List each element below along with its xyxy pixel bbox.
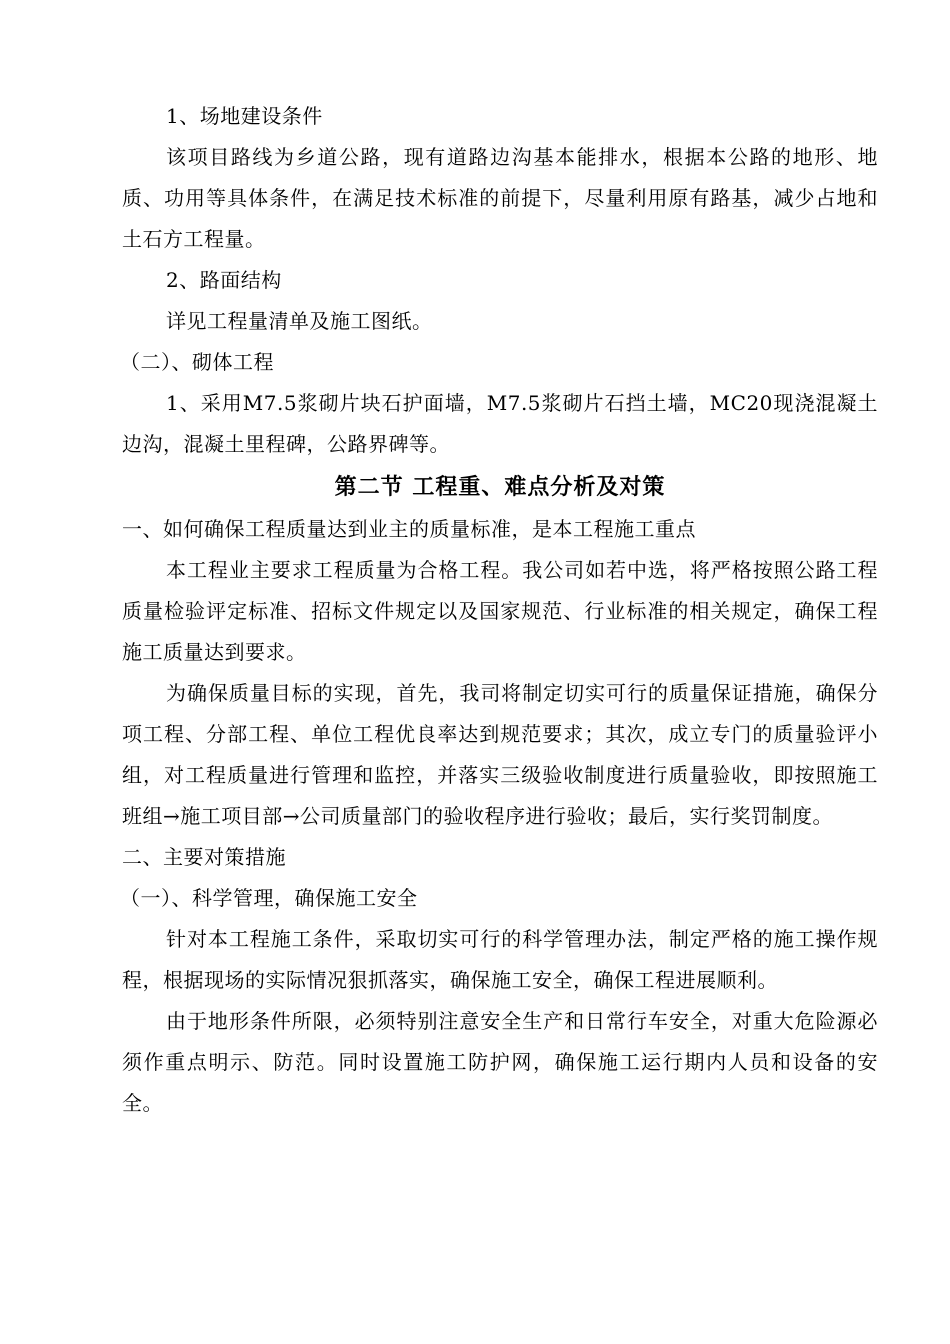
subsection-site-conditions: 1、场地建设条件	[166, 104, 323, 128]
paragraph-quality-measures: 为确保质量目标的实现，首先，我司将制定切实可行的质量保证措施，确保分项工程、分部工程、单位工程优良率达到规范要求；其次，成立专门的质量验评小组，对工程质量进行管理和监控，并落实三级验收制度进行质量验收，即按照施工班组→施工项目部→公司质量部门的验收程序进行验收；最后，实行奖罚制度。	[122, 681, 878, 828]
section-heading: 第二节 工程重、难点分析及对策	[334, 474, 666, 500]
paragraph-route-description: 该项目路线为乡道公路，现有道路边沟基本能排水，根据本公路的地形、地质、功用等具体条件，在满足技术标准的前提下，尽量利用原有路基，减少占地和土石方工程量。	[122, 145, 878, 251]
subsection-masonry-works: （二）、砌体工程	[120, 350, 274, 374]
paragraph-masonry-details: 1、采用M7.5浆砌片块石护面墙，M7.5浆砌片石挡土墙，MC20现浇混凝土边沟，混凝土里程碑，公路界碑等。	[122, 391, 878, 456]
subsection-scientific-management: （一）、科学管理，确保施工安全	[120, 886, 418, 910]
point-quality-standard: 一、如何确保工程质量达到业主的质量标准，是本工程施工重点	[122, 517, 696, 541]
paragraph-pavement-reference: 详见工程量清单及施工图纸。	[166, 309, 433, 333]
document-body	[122, 96, 878, 1124]
paragraph-safety-measures: 由于地形条件所限，必须特别注意安全生产和日常行车安全，对重大危险源必须作重点明示、防范。同时设置施工防护网，确保施工运行期内人员和设备的安全。	[122, 1009, 878, 1115]
paragraph-quality-requirement: 本工程业主要求工程质量为合格工程。我公司如若中选，将严格按照公路工程质量检验评定标准、招标文件规定以及国家规范、行业标准的相关规定，确保工程施工质量达到要求。	[122, 558, 878, 664]
subsection-pavement-structure: 2、路面结构	[166, 268, 282, 292]
point-main-countermeasures: 二、主要对策措施	[122, 845, 286, 869]
paragraph-management-approach: 针对本工程施工条件，采取切实可行的科学管理办法，制定严格的施工操作规程，根据现场的实际情况狠抓落实，确保施工安全，确保工程进展顺利。	[122, 927, 878, 992]
